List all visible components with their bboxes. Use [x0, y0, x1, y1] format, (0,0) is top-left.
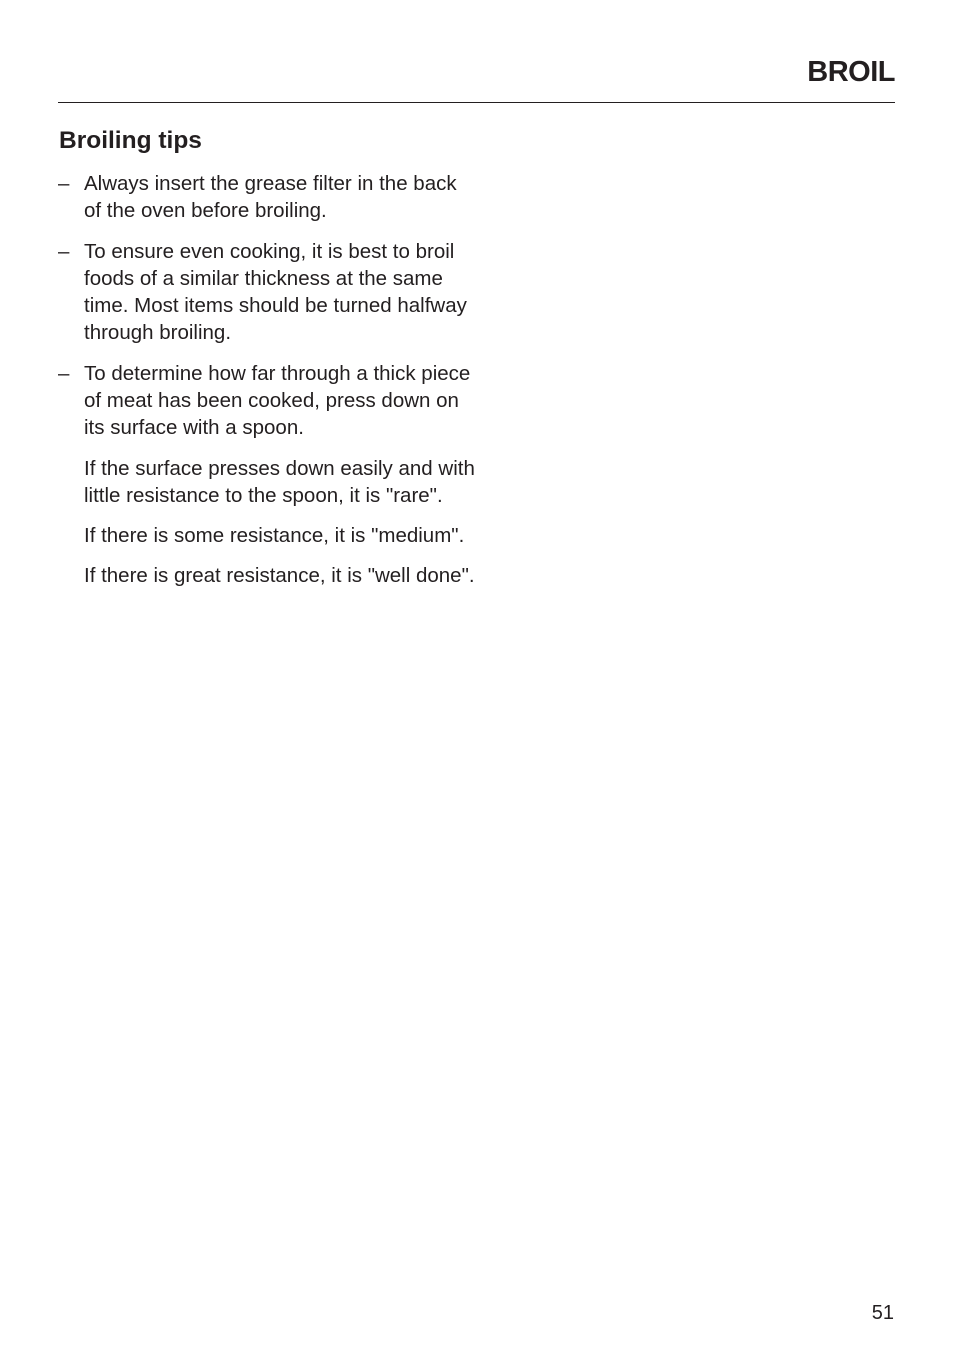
tip-text: To determine how far through a thick piece of meat has been cooked, press down on its surface with a spoon. [84, 362, 471, 439]
dash-bullet: – [58, 240, 70, 263]
tips-content [58, 170, 478, 602]
tip-text: Always insert the grease filter in the back of the oven before broiling. [84, 172, 457, 222]
chapter-title: BROIL [807, 56, 895, 88]
tip-item [58, 170, 478, 224]
doneness-well-done: If there is great resistance, it is "well done". [84, 564, 475, 587]
doneness-medium: If there is some resistance, it is "medium". [84, 524, 465, 547]
dash-bullet: – [58, 172, 70, 195]
dash-bullet: – [58, 362, 70, 385]
page-number: 51 [871, 1302, 894, 1324]
tip-text: To ensure even cooking, it is best to broil foods of a similar thickness at the same time. Most items should be turned halfway through broiling. [84, 240, 467, 344]
section-title: Broiling tips [59, 127, 202, 154]
tip-item [58, 238, 478, 346]
page-header [58, 50, 895, 103]
tip-item [58, 360, 478, 441]
doneness-rare: If the surface presses down easily and with little resistance to the spoon, it is "rare". [84, 457, 475, 507]
